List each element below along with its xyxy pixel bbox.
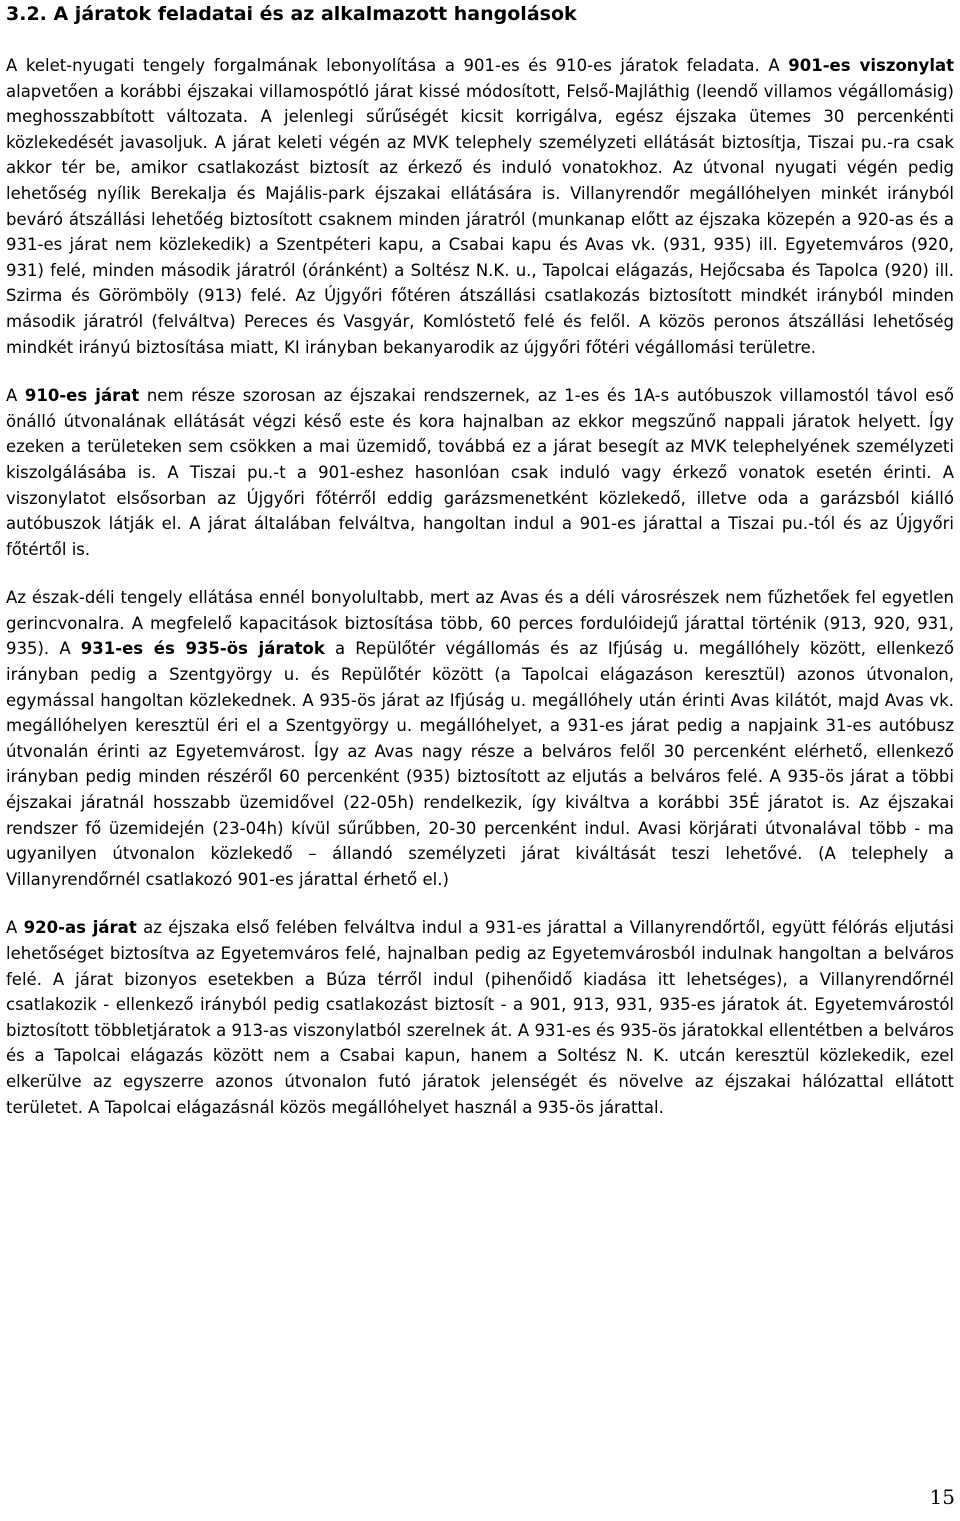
paragraph-920: A 920-as járat az éjszaka első felében felváltva indul a 931-es járattal a Villanyrendőrtől, együtt félórás eljutási lehetőséget biztosítva az Egyetemváros felé, hajnalban pedig az Egyetemvárosból indulnak hangoltan a belváros felé. A járat bizonyos esetekben a Búza térről indul (pihenőidő kiadása itt lehetséges), a Villanyrendőrnél csatlakozik - ellenkező irányból pedig csatlakozást biztosít - a 901, 913, 931, 935-es járatok át. Egyetemvárostól biztosított többletjáratok a 913-as viszonylatból szerelnek át. A 931-es és 935-ös járatokkal ellentétben a belváros és a Tapolcai elágazás között nem a Csabai kapun, hanem a Soltész N. K. utcán keresztül közlekedik, ezel elkerülve az egyszerre azonos útvonalon futó járatok jelenségét és növelve az éjszakai hálózattal ellátott területet. A Tapolcai elágazásnál közös megállóhelyet használ a 935-ös járattal.	[6, 918, 954, 1117]
bold-901: 901-es viszonylat	[788, 56, 954, 75]
bold-931-935: 931-es és 935-ös járatok	[80, 639, 325, 659]
page-number: 15	[929, 1485, 955, 1509]
paragraph-north-south: Az észak-déli tengely ellátása ennél bonyolultabb, mert az Avas és a déli városrészek nem fűzhetőek fel egyetlen gerincvonalra. A megfelelő kapacitások biztosítása több, 60 perces fordulóidejű járattal történik (913, 920, 931, 935). A 931-es és 935-ös járatok a Repülőtér végállomás és az Ifjúság u. megállóhely között, ellenkező irányban pedig a Szentgyörgy u. és Repülőtér között (a Tapolcai elágazáson keresztül) azonos útvonalon, egymással hangoltan közlekednek. A 935-ös járat az Ifjúság u. megállóhely után érinti Avas kilátót, majd Avas vk. megállóhelyen keresztül éri el a Szentgyörgy u. megállóhelyet, a 931-es járat pedig a napjaink 31-es autóbusz útvonalán érinti az Egyetemvárost. Így az Avas nagy része a belváros felől 30 percenként elérhető, ellenkező irányban pedig minden részéről 60 percenként (935) biztosított az eljutás a belváros felé. A 935-ös járat a többi éjszakai járatnál hosszabb üzemidővel (22-05h) rendelkezik, így kiváltva a korábbi 35É járatot is. Az éjszakai rendszer fő üzemidején (23-04h) kívül sűrűbben, 20-30 percenként indul. Avasi körjárati útvonalával több - ma ugyanilyen útvonalon közlekedő – állandó személyzeti járat kiváltását teszi lehetővé. (A telephely a Villanyrendőrnél csatlakozó 901-es járattal érhető el.)	[6, 588, 954, 889]
document-page	[6, 0, 954, 1120]
paragraph-901: A kelet-nyugati tengely forgalmának lebonyolítása a 901-es és 910-es járatok feladata. A 901-es viszonylat alapvetően a korábbi éjszakai villamospótló járat kissé módosított, Felső-Majláthig (leendő villamos végállomásig) meghosszabbított változata. A jelenlegi sűrűségét kicsit korrigálva, egész éjszaka ütemes 30 percenkénti közlekedését javasoljuk. A járat keleti végén az MVK telephely személyzeti ellátását biztosítja, Tiszai pu.-ra csak akkor tér be, amikor csatlakozást biztosít az érkező és induló vonatokhoz. Az útvonal nyugati végén pedig lehetőség nyílik Berekalja és Majális-park éjszakai ellátására is. Villanyrendőr megállóhelyen minkét irányból beváró átszállási lehetőég biztosított csaknem minden járatról (munkanap előtt az éjszaka közepén a 920-as és a 931-es járat nem közlekedik) a Szentpéteri kapu, a Csabai kapu és Avas vk. (931, 935) ill. Egyetemváros (920, 931) felé, minden második járatról (óránként) a Soltész N.K. u., Tapolcai elágazás, Hejőcsaba és Tapolca (920) ill. Szirma és Görömböly (913) felé. Az Újgyőri főtéren átszállási csatlakozás biztosított mindkét irányból minden második járatról (felváltva) Pereces és Vasgyár, Komlóstető felé és felől. A közös peronos átszállási lehetőség mindkét irányú biztosítása miatt, KI irányban bekanyarodik az újgyőri főtéri végállomási területre.	[6, 56, 954, 357]
bold-910: 910-es járat	[24, 386, 140, 406]
bold-920: 920-as járat	[23, 918, 137, 938]
paragraph-910: A 910-es járat nem része szorosan az éjszakai rendszernek, az 1-es és 1A-s autóbuszok villamostól távol eső önálló útvonalának ellátását végzi késő este és kora hajnalban az ekkor megszűnő nappali járatok helyett. Így ezeken a területeken sem csökken a mai üzemidő, továbbá ez a járat besegít az MVK telephelyének személyzeti kiszolgálásába is. A Tiszai pu.-t a 901-eshez hasonlóan csak induló vagy érkező vonatok esetén érinti. A viszonylatot elsősorban az Újgyőri főtérről eddig garázsmenetként közlekedő, illetve oda a garázsból kiálló autóbuszok látják el. A járat általában felváltva, hangoltan indul a 901-es járattal a Tiszai pu.-tól és az Újgyőri főtértől is.	[6, 386, 954, 559]
section-title: 3.2. A járatok feladatai és az alkalmazott hangolások	[6, 3, 577, 25]
